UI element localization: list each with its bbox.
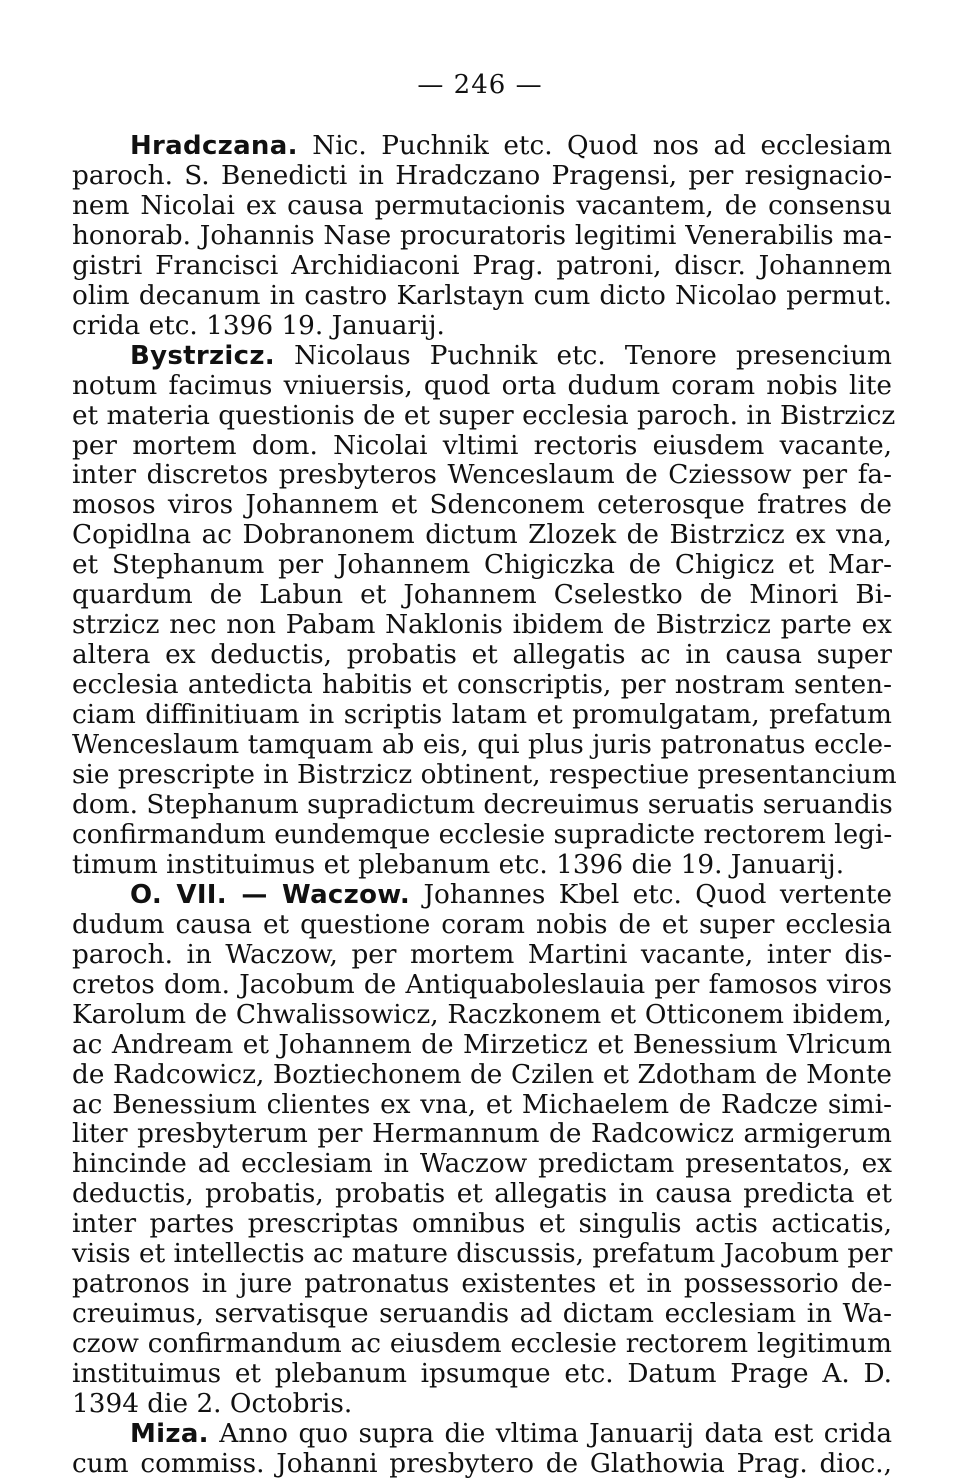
entry-heading: Miza.	[130, 1418, 209, 1449]
text-line: inter discretos presbyteros Wenceslaum de Cziessow per fa-	[72, 460, 892, 491]
text-line: Wenceslaum tamquam ab eis, qui plus juris patronatus eccle-	[72, 730, 892, 761]
text-line: per mortem dom. Nicolai vltimi rectoris eiusdem vacante,	[72, 430, 892, 461]
text-line: visis et intellectis ac mature discussis, prefatum Jacobum per	[72, 1239, 893, 1270]
text-line: crida etc. 1396 19. Januarij.	[72, 310, 445, 341]
text-line: cretos dom. Jacobum de Antiquaboleslauia per famosos viros	[72, 969, 892, 1000]
text-line: gistri Francisci Archidiaconi Prag. patroni, discr. Johannem	[72, 250, 892, 281]
entry-waczow	[72, 881, 892, 1420]
entry-first-line	[72, 881, 892, 911]
entry-bystrzicz	[72, 340, 897, 881]
text-line: Johannes Kbel etc. Quod vertente	[410, 879, 893, 910]
text-line: 1394 die 2. Octobris.	[72, 1389, 353, 1420]
text-line: ac Benessium clientes ex vna, et Michaelem de Radcze simi-	[72, 1089, 892, 1120]
text-line: inter partes prescriptas omnibus et singulis actis acticatis,	[72, 1209, 892, 1240]
text-line: paroch. in Waczow, per mortem Martini vacante, inter dis-	[72, 939, 892, 970]
entry-heading: Bystrzicz.	[130, 340, 275, 371]
text-line: strzicz nec non Pabam Naklonis ibidem de Bistrzicz parte ex	[72, 610, 892, 641]
page-number: — 246 —	[417, 70, 543, 100]
entry-hradczana	[72, 132, 892, 342]
text-line: paroch. S. Benedicti in Hradczano Pragensi, per resignacio-	[72, 160, 892, 191]
text-line: deductis, probatis, probatis et allegatis in causa predicta et	[72, 1179, 892, 1210]
text-line: notum facimus vniuersis, quod orta dudum coram nobis lite	[72, 370, 892, 401]
text-line: liter presbyterum per Hermannum de Radcowicz armigerum	[72, 1119, 892, 1150]
text-line: cum commiss. Johanni presbytero de Glathowia Prag. dioc.,	[72, 1448, 892, 1479]
text-line: patronos in jure patronatus existentes et in possessorio de-	[72, 1269, 892, 1300]
text-line: mosos viros Johannem et Sdenconem ceterosque fratres de	[72, 490, 892, 521]
text-line: Nicolaus Puchnik etc. Tenore presencium	[274, 340, 892, 371]
entry-first-line	[72, 342, 892, 372]
text-line: olim decanum in castro Karlstayn cum dicto Nicolao permut.	[72, 280, 892, 311]
text-line: altera ex deductis, probatis et allegatis ac in causa super	[72, 640, 892, 671]
text-line: dom. Stephanum supradictum decreuimus seruatis seruandis	[72, 789, 893, 820]
text-line: Karolum de Chwalissowicz, Raczkonem et Otticonem ibidem,	[72, 999, 892, 1030]
document-body	[72, 131, 897, 1480]
text-line: ciam diffinitiuam in scriptis latam et promulgatam, prefatum	[72, 700, 892, 731]
entry-first-line	[72, 132, 892, 162]
text-line: Nic. Puchnik etc. Quod nos ad ecclesiam	[297, 131, 892, 161]
text-line: et Stephanum per Johannem Chigiczka de Chigicz et Mar-	[72, 550, 892, 581]
text-line: confirmandum eundemque ecclesie supradicte rectorem legi-	[72, 819, 893, 850]
text-line: czow confirmandum ac eiusdem ecclesie rectorem legitimum	[72, 1329, 892, 1360]
entry-miza	[72, 1420, 892, 1480]
text-line: Copidlna ac Dobranonem dictum Zlozek de Bistrzicz ex vna,	[72, 520, 892, 551]
text-line: ac Andream et Johannem de Mirzeticz et Benessium Vlricum	[72, 1029, 892, 1060]
text-line: ecclesia antedicta habitis et conscriptis, per nostram senten-	[72, 670, 892, 701]
text-line: instituimus et plebanum ipsumque etc. Datum Prage A. D.	[72, 1359, 892, 1390]
text-line: et materia questionis de et super ecclesia paroch. in Bistrzicz	[72, 400, 896, 431]
text-line: sie prescripte in Bistrzicz obtinent, respectiue presentancium	[72, 760, 897, 791]
entry-heading: Hradczana.	[130, 131, 298, 161]
entry-first-line	[72, 1420, 892, 1450]
text-line: Anno quo supra die vltima Januarij data est crida	[208, 1418, 892, 1449]
text-line: de Radcowicz, Boztiechonem de Czilen et Zdotham de Monte	[72, 1059, 892, 1090]
text-line: honorab. Johannis Nase procuratoris legitimi Venerabilis ma-	[72, 220, 892, 251]
text-line: creuimus, servatisque seruandis ad dictam ecclesiam in Wa-	[72, 1299, 892, 1330]
text-line: hincinde ad ecclesiam in Waczow predictam presentatos, ex	[72, 1149, 892, 1180]
text-line: dudum causa et questione coram nobis de et super ecclesia	[72, 909, 892, 940]
text-line: timum instituimus et plebanum etc. 1396 die 19. Januarij.	[72, 849, 845, 880]
text-line: nem Nicolai ex causa permutacionis vacantem, de consensu	[72, 190, 892, 221]
text-line: quardum de Labun et Johannem Cselestko de Minori Bi-	[72, 580, 892, 611]
entry-heading: O. VII. — Waczow.	[130, 879, 411, 910]
